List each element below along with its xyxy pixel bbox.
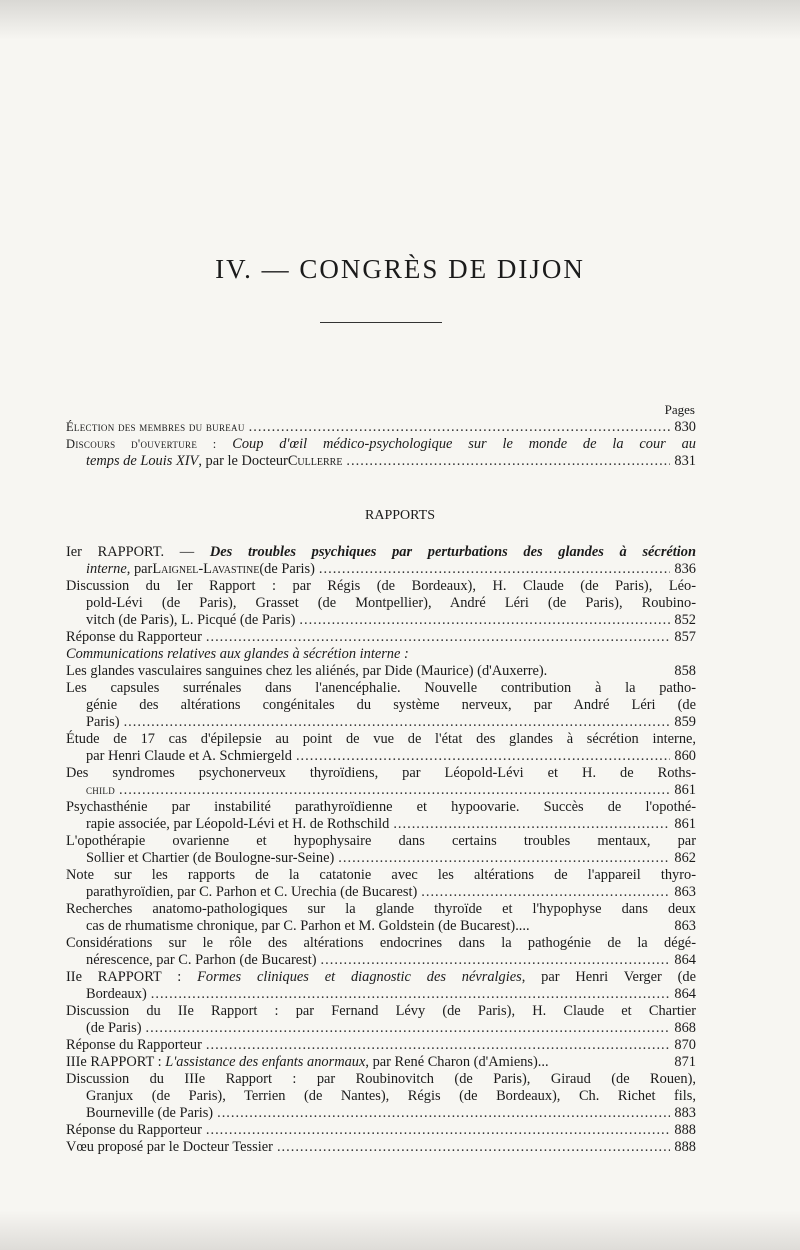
dot-leader (206, 1122, 670, 1139)
entry-text: Communications relatives aux glandes à sécrétion interne : (66, 646, 409, 662)
entry-text: Bordeaux) (86, 986, 147, 1002)
entry-text: rapie associée, par Léopold-Lévi et H. de Rothschild (86, 816, 390, 832)
entry-text: Discussion du IIe Rapport : par Fernand Lévy (de Paris), H. Claude et Chartier (66, 1003, 696, 1019)
entry-text: (de Paris) (86, 1020, 142, 1036)
author-name: Cullerre (287, 453, 343, 469)
entry-text: child (86, 783, 115, 797)
toc-entry (66, 1037, 696, 1054)
entry-text: cas de rhumatisme chronique, par C. Parhon et M. Goldstein (de Bucarest).... (86, 918, 530, 934)
toc-entry (66, 765, 696, 799)
entry-label: Discours d'ouverture : (66, 437, 233, 451)
dot-leader (151, 986, 670, 1003)
page-number: 852 (674, 612, 696, 628)
toc-entry (66, 799, 696, 833)
entry-title: Coup d'œil médico-psychologique sur le monde de la cour au (232, 436, 696, 452)
entry-text: génie des altérations congénitales du système nerveux, par André Léri (de (86, 697, 696, 713)
page-number: 831 (674, 453, 696, 469)
entry-text: Les capsules surrénales dans l'anencéphalie. Nouvelle contribution à la patho- (66, 680, 696, 696)
page-number: 871 (674, 1054, 696, 1070)
page-number: 861 (674, 782, 696, 798)
entry-text: , par (126, 561, 153, 577)
toc-entry (66, 1071, 696, 1122)
page-number: 862 (674, 850, 696, 866)
toc-entry (66, 969, 696, 1003)
entry-text: , par le Docteur (198, 453, 288, 469)
pages-column-label: Pages (664, 402, 695, 417)
page-number: 864 (674, 986, 696, 1002)
dot-leader (319, 561, 670, 578)
page-number: 864 (674, 952, 696, 968)
title-rule (320, 322, 442, 323)
dot-leader (124, 714, 670, 731)
entry-text: Discussion du IIIe Rapport : par Roubinovitch (de Paris), Giraud (de Rouen), (66, 1071, 696, 1087)
dot-leader (206, 629, 670, 646)
author-name: Laignel-Lavastine (152, 561, 260, 577)
entry-text: Psychasthénie par instabilité parathyroïdienne et hypoovarie. Succès de l'opothé- (66, 799, 696, 815)
dot-leader (393, 816, 670, 833)
entry-text: Paris) (86, 714, 120, 730)
entry-text: Granjux (de Paris), Terrien (de Nantes), Régis (de Bordeaux), Ch. Richet fils, (86, 1088, 696, 1104)
dot-leader (206, 1037, 670, 1054)
entry-text: Discussion du Ier Rapport : par Régis (de Bordeaux), H. Claude (de Paris), Léo- (66, 578, 696, 594)
section-heading-rapports: RAPPORTS (365, 508, 435, 523)
rapport-title: Formes cliniques et diagnostic des névralgies (197, 969, 522, 985)
dot-leader (119, 782, 670, 799)
toc-entry (66, 419, 696, 436)
page-number: 883 (674, 1105, 696, 1121)
rapport-label: IIe RAPPORT : (66, 969, 198, 985)
dot-leader (421, 884, 670, 901)
page-number: 860 (674, 748, 696, 764)
page-number: 863 (674, 884, 696, 900)
entry-text: Sollier et Chartier (de Boulogne-sur-Seine) (86, 850, 335, 866)
page-number: 830 (674, 419, 696, 435)
toc-entry (66, 1139, 696, 1156)
rapport-title: L'assistance des enfants anormaux (165, 1054, 366, 1070)
rapports-list (66, 544, 696, 1156)
dot-leader (249, 419, 670, 436)
toc-entry (66, 935, 696, 969)
rapport-title-cont: interne (86, 561, 127, 577)
page-number: 861 (674, 816, 696, 832)
toc-entry (66, 731, 696, 765)
dot-leader (321, 952, 670, 969)
entry-text: , par Henri Verger (de (521, 969, 697, 985)
page-number: 836 (674, 561, 696, 577)
page-number: 888 (674, 1122, 696, 1138)
entry-text: Vœu proposé par le Docteur Tessier (66, 1139, 273, 1155)
entry-text: vitch (de Paris), L. Picqué (de Paris) (86, 612, 296, 628)
dot-leader (299, 612, 670, 629)
entry-text: Réponse du Rapporteur (66, 1037, 202, 1053)
entry-text: Des syndromes psychonerveux thyroïdiens, par Léopold-Lévi et H. de Roths- (66, 765, 696, 781)
toc-entry (66, 680, 696, 731)
entry-text: Réponse du Rapporteur (66, 629, 202, 645)
preamble-list (66, 419, 696, 470)
rapport-label: Ier RAPPORT. — (66, 544, 210, 560)
entry-text: Élection des membres du bureau (66, 420, 245, 434)
entry-text: Les glandes vasculaires sanguines chez les aliénés, par Dide (Maurice) (d'Auxerre). (66, 663, 548, 679)
entry-title-cont: temps de Louis XIV (86, 453, 199, 469)
page-number: 868 (674, 1020, 696, 1036)
page-number: 859 (674, 714, 696, 730)
rapport-label: IIIe RAPPORT : (66, 1054, 166, 1070)
dot-leader (277, 1139, 670, 1156)
toc-subheading (66, 646, 696, 663)
dot-leader (217, 1105, 670, 1122)
entry-text: par Henri Claude et A. Schmiergeld (86, 748, 292, 764)
page-number: 858 (674, 663, 696, 679)
entry-text: Réponse du Rapporteur (66, 1122, 202, 1138)
toc-entry (66, 867, 696, 901)
entry-text: Étude de 17 cas d'épilepsie au point de vue de l'état des glandes à sécrétion interne, (66, 731, 696, 747)
toc-entry (66, 663, 696, 680)
dot-leader (296, 748, 670, 765)
entry-text: L'opothérapie ovarienne et hypophysaire dans certains troubles mentaux, par (66, 833, 696, 849)
toc-entry (66, 629, 696, 646)
entry-text: , par René Charon (d'Amiens)... (365, 1054, 549, 1070)
page-number: 870 (674, 1037, 696, 1053)
toc-entry (66, 578, 696, 629)
rapport-title: Des troubles psychiques par perturbations des glandes à sécrétion (209, 544, 696, 560)
toc-entry (66, 1054, 696, 1071)
page-number: 888 (674, 1139, 696, 1155)
entry-text: Recherches anatomo-pathologiques sur la glande thyroïde et l'hypophyse dans deux (66, 901, 696, 917)
toc-entry (66, 901, 696, 935)
toc-entry (66, 1003, 696, 1037)
entry-text: parathyroïdien, par C. Parhon et C. Urechia (de Bucarest) (86, 884, 418, 900)
entry-text: pold-Lévi (de Paris), Grasset (de Montpellier), André Léri (de Paris), Roubino- (86, 595, 696, 611)
page-number: 857 (674, 629, 696, 645)
entry-text: nérescence, par C. Parhon (de Bucarest) (86, 952, 317, 968)
dot-leader (346, 453, 670, 470)
toc-entry (66, 544, 696, 578)
toc-entry (66, 1122, 696, 1139)
entry-text: Bourneville (de Paris) (86, 1105, 214, 1121)
toc-entry (66, 436, 696, 470)
entry-text: Note sur les rapports de la catatonie avec les altérations de l'appareil thyro- (66, 867, 696, 883)
dot-leader (146, 1020, 670, 1037)
entry-text: Considérations sur le rôle des altérations endocrines dans la pathogénie de la dégé- (66, 935, 696, 951)
entry-text: (de Paris) (259, 561, 315, 577)
page-title: IV. — CONGRÈS DE DIJON (215, 254, 585, 284)
dot-leader (338, 850, 670, 867)
toc-entry (66, 833, 696, 867)
page-number: 863 (674, 918, 696, 934)
